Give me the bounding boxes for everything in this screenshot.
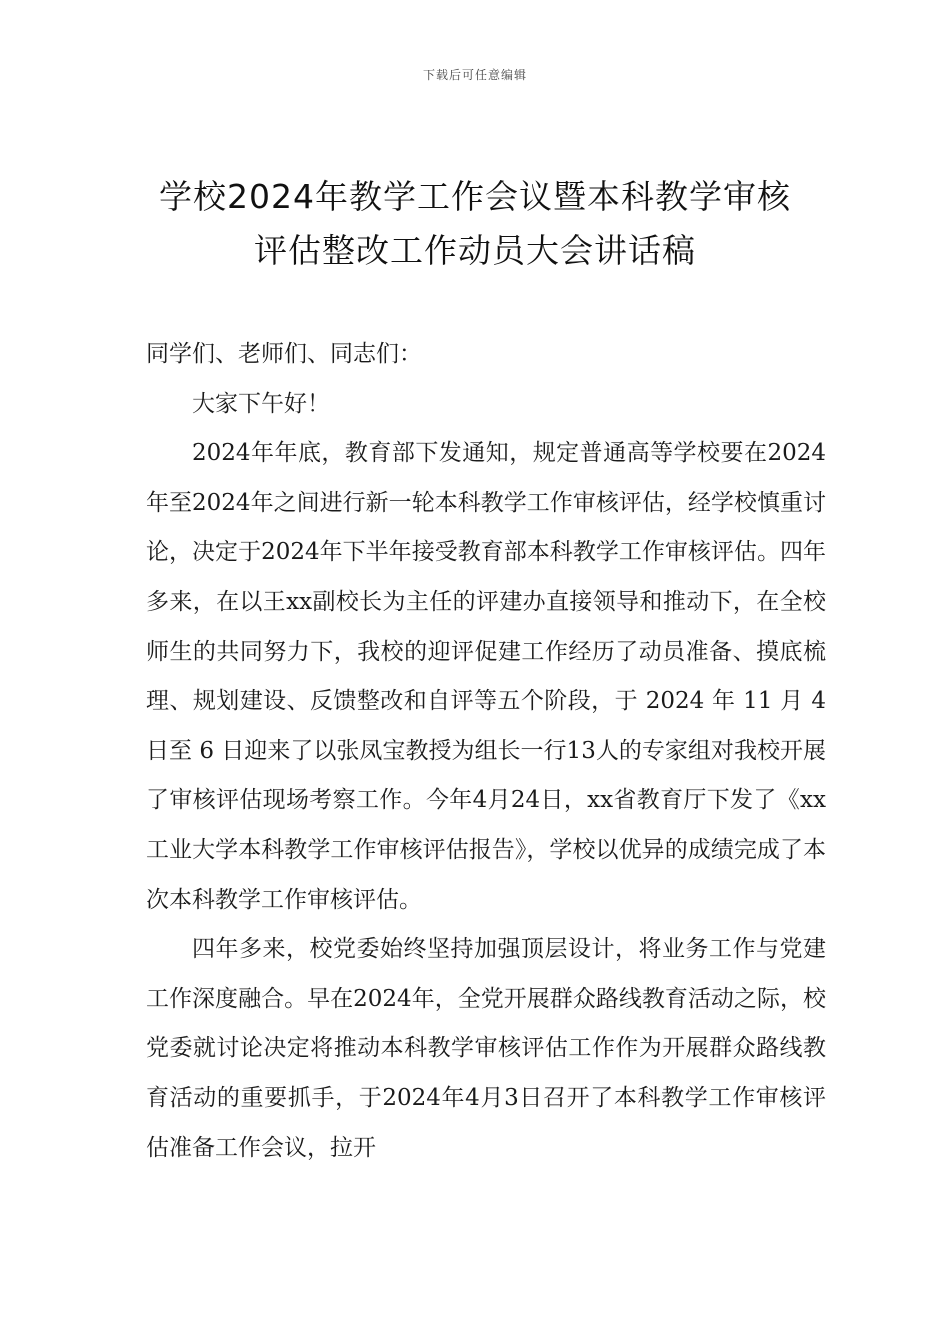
header-note: 下载后可任意编辑 xyxy=(422,68,527,82)
title-line-1: 学校2024年教学工作会议暨本科教学审核 xyxy=(159,177,791,216)
paragraph-1: 2024年年底，教育部下发通知，规定普通高等学校要在2024年至2024年之间进行新一轮本科教学工作审核评估，经学校慎重讨论，决定于2024年下半年接受教育部本科教学工作审核评估。四年多来，在以王xx副校长为主任的评建办直接领导和推动下，在全校师生的共同努力下，我校的迎评促建工作经历了动员准备、摸底梳理、规划建设、反馈整改和自评等五个阶段，于 2024 年 11 月 4 日至 6 日迎来了以张凤宝教授为组长一行13人的专家组对我校开展了审核评估现场考察工作。今年4月24日，xx省教育厅下发了《xx工业大学本科教学工作审核评估报告》，学校以优异的成绩完成了本次本科教学工作审核评估。 xyxy=(146,440,826,913)
paragraph-2: 四年多来，校党委始终坚持加强顶层设计，将业务工作与党建工作深度融合。早在2024年，全党开展群众路线教育活动之际，校党委就讨论决定将推动本科教学审核评估工作作为开展群众路线教育活动的重要抓手，于2024年4月3日召开了本科教学工作审核评估准备工作会议，拉开 xyxy=(146,936,826,1161)
title-line-2: 评估整改工作动员大会讲话稿 xyxy=(254,231,696,270)
document-title xyxy=(100,170,850,278)
salutation: 同学们、老师们、同志们： xyxy=(146,341,422,367)
document-body xyxy=(146,330,826,1173)
greeting: 大家下午好！ xyxy=(192,390,330,417)
